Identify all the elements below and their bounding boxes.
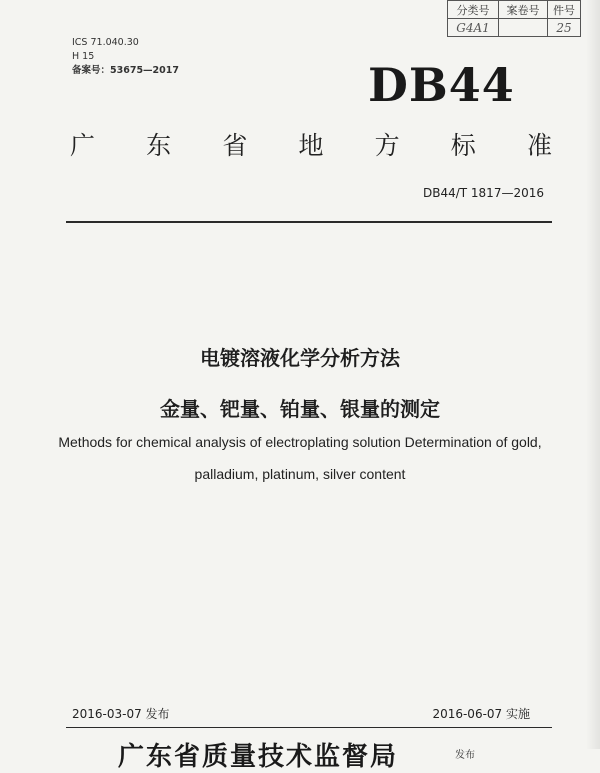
stamp-value-file <box>499 19 548 37</box>
ccs-code: H 15 <box>72 51 95 62</box>
issuing-suffix: 发布 <box>455 750 475 761</box>
standard-name-char: 地 <box>298 131 324 160</box>
archive-stamp-table <box>447 0 581 37</box>
standard-name-char: 广 <box>70 131 96 160</box>
standard-name-char: 省 <box>222 131 248 160</box>
standard-name-char: 东 <box>146 131 172 160</box>
page-shadow-edge <box>586 0 600 749</box>
standard-code: DB44 <box>368 58 515 112</box>
standard-name-char: 准 <box>526 131 552 160</box>
issuing-authority: 广东省质量技术监督局 <box>118 742 399 772</box>
stamp-header-row <box>448 1 581 19</box>
header-divider <box>66 221 552 223</box>
stamp-header-file: 案卷号 <box>499 1 548 19</box>
document-title-en-line2: palladium, platinum, silver content <box>194 466 406 482</box>
record-number: 备案号：53675—2017 <box>72 65 179 76</box>
stamp-value-item: 25 <box>548 19 581 37</box>
stamp-value-category: G4A1 <box>448 19 499 37</box>
standard-number: DB44/T 1817—2016 <box>422 186 544 200</box>
document-title-cn-line2: 金量、钯量、铂量、银量的测定 <box>160 397 440 421</box>
standard-name-char: 标 <box>450 131 476 160</box>
standard-name-char: 方 <box>374 131 400 160</box>
stamp-header-category: 分类号 <box>448 1 499 19</box>
footer-divider <box>66 727 552 728</box>
ics-code: ICS 71.040.30 <box>72 37 139 48</box>
publish-date: 2016-03-07 发布 <box>72 707 170 721</box>
document-title-en-line1: Methods for chemical analysis of electroplating solution Determination of gold, <box>58 434 542 450</box>
document-title-cn-line1: 电镀溶液化学分析方法 <box>200 346 400 370</box>
implement-date: 2016-06-07 实施 <box>432 707 530 721</box>
stamp-value-row <box>448 19 581 37</box>
stamp-header-item: 件号 <box>548 1 581 19</box>
classification-meta <box>72 36 179 78</box>
standard-category-title <box>70 126 552 162</box>
